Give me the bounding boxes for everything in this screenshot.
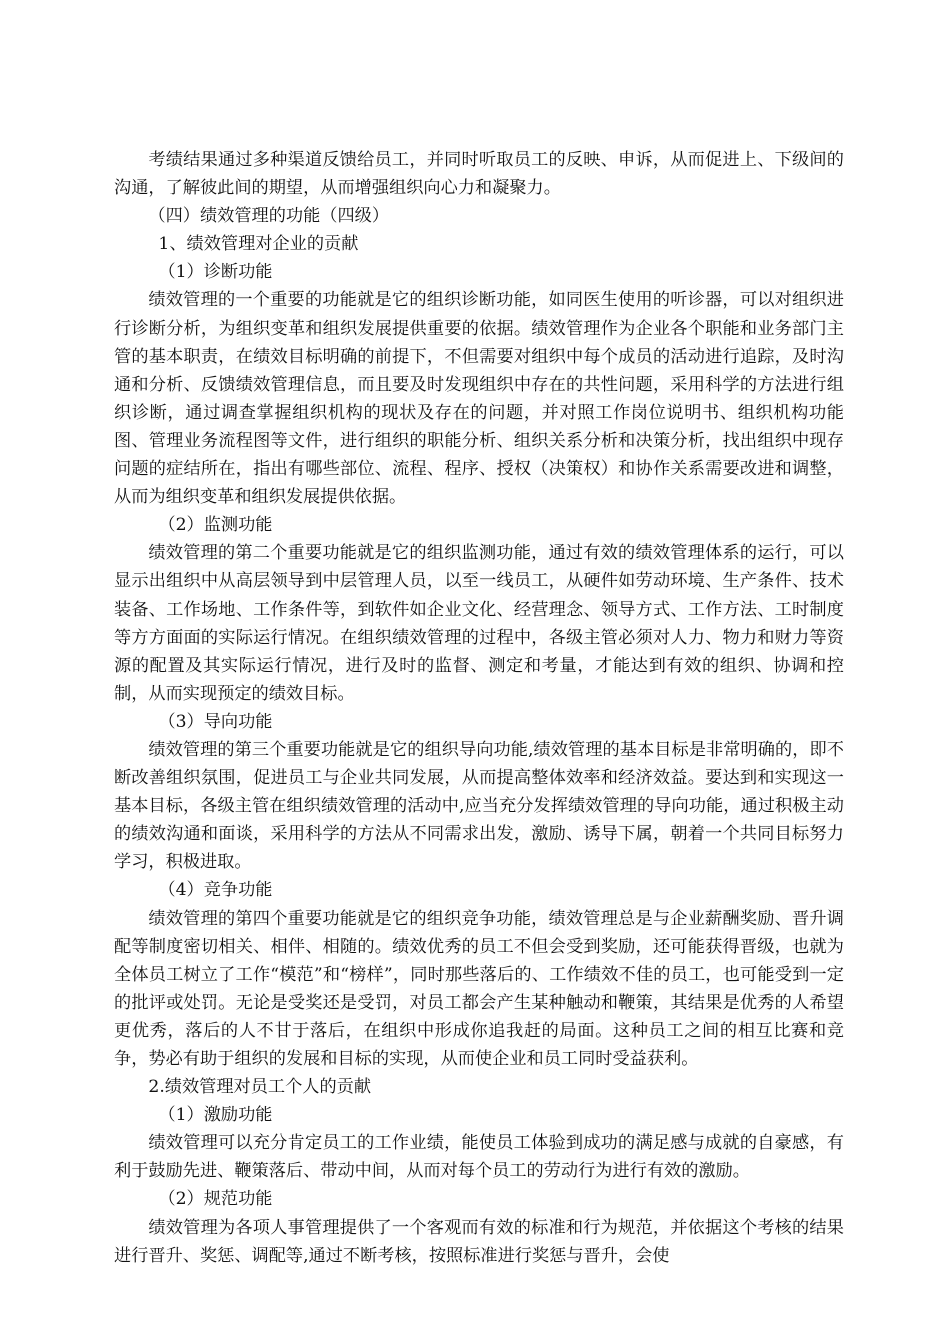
- heading-enterprise-contribution: 1、绩效管理对企业的贡献: [158, 234, 359, 255]
- paragraph-incentive: 绩效管理可以充分肯定员工的工作业绩，能使员工体验到成功的满足感与成就的自豪感，有利于鼓励先进、鞭策落后、带动中间，从而对每个员工的劳动行为进行有效的激励。: [114, 1133, 844, 1182]
- paragraph-feedback: 考绩结果通过多种渠道反馈给员工，并同时听取员工的反映、申诉，从而促进上、下级间的沟通，了解彼此间的期望，从而增强组织向心力和凝聚力。: [114, 150, 844, 199]
- heading-section-four: （四）绩效管理的功能（四级）: [148, 206, 390, 227]
- paragraph-competition: 绩效管理的第四个重要功能就是它的组织竞争功能，绩效管理总是与企业薪酬奖励、晋升调配等制度密切相关、相伴、相随的。绩效优秀的员工不但会受到奖励，还可能获得晋级，也就为全体员工树立了工作“模范”和“榜样”，同时那些落后的、工作绩效不佳的员工，也可能受到一定的批评或处罚。无论是受奖还是受罚，对员工都会产生某种触动和鞭策，其结果是优秀的人希望更优秀，落后的人不甘于落后，在组织中形成你追我赶的局面。这种员工之间的相互比赛和竞争，势必有助于组织的发展和目标的实现，从而使企业和员工同时受益获利。: [114, 908, 844, 1069]
- heading-standard-function: （2）规范功能: [158, 1189, 273, 1210]
- heading-guidance-function: （3）导向功能: [158, 711, 273, 732]
- paragraph-diagnosis: 绩效管理的一个重要的功能就是它的组织诊断功能，如同医生使用的听诊器，可以对组织进行诊断分析，为组织变革和组织发展提供重要的依据。绩效管理作为企业各个职能和业务部门主管的基本职责，在绩效目标明确的前提下，不但需要对组织中每个成员的活动进行追踪，及时沟通和分析、反馈绩效管理信息，而且要及时发现组织中存在的共性问题，采用科学的方法进行组织诊断，通过调查掌握组织机构的现状及存在的问题，并对照工作岗位说明书、组织机构功能图、管理业务流程图等文件，进行组织的职能分析、组织关系分析和决策分析，找出组织中现存问题的症结所在，指出有哪些部位、流程、程序、授权（决策权）和协作关系需要改进和调整，从而为组织变革和组织发展提供依据。: [114, 290, 844, 508]
- heading-competition-function: （4）竞争功能: [158, 880, 273, 901]
- heading-employee-contribution: 2.绩效管理对员工个人的贡献: [148, 1077, 372, 1098]
- paragraph-monitoring: 绩效管理的第二个重要功能就是它的组织监测功能，通过有效的绩效管理体系的运行，可以显示出组织中从高层领导到中层管理人员，以至一线员工，从硬件如劳动环境、生产条件、技术装备、工作场地、工作条件等，到软件如企业文化、经营理念、领导方式、工作方法、工时制度等方方面面的实际运行情况。在组织绩效管理的过程中，各级主管必须对人力、物力和财力等资源的配置及其实际运行情况，进行及时的监督、测定和考量，才能达到有效的组织、协调和控制，从而实现预定的绩效目标。: [114, 543, 844, 704]
- heading-incentive-function: （1）激励功能: [158, 1105, 273, 1126]
- document-page: [114, 146, 844, 1270]
- paragraph-standard: 绩效管理为各项人事管理提供了一个客观而有效的标准和行为规范，并依据这个考核的结果进行晋升、奖惩、调配等,通过不断考核，按照标准进行奖惩与晋升，会使: [114, 1217, 844, 1266]
- heading-diagnosis-function: （1）诊断功能: [158, 262, 273, 283]
- paragraph-guidance: 绩效管理的第三个重要功能就是它的组织导向功能,绩效管理的基本目标是非常明确的，即不断改善组织氛围，促进员工与企业共同发展，从而提高整体效率和经济效益。要达到和实现这一基本目标，各级主管在组织绩效管理的活动中,应当充分发挥绩效管理的导向功能，通过积极主动的绩效沟通和面谈，采用科学的方法从不同需求出发，激励、诱导下属，朝着一个共同目标努力学习，积极进取。: [114, 739, 844, 873]
- heading-monitoring-function: （2）监测功能: [158, 515, 273, 536]
